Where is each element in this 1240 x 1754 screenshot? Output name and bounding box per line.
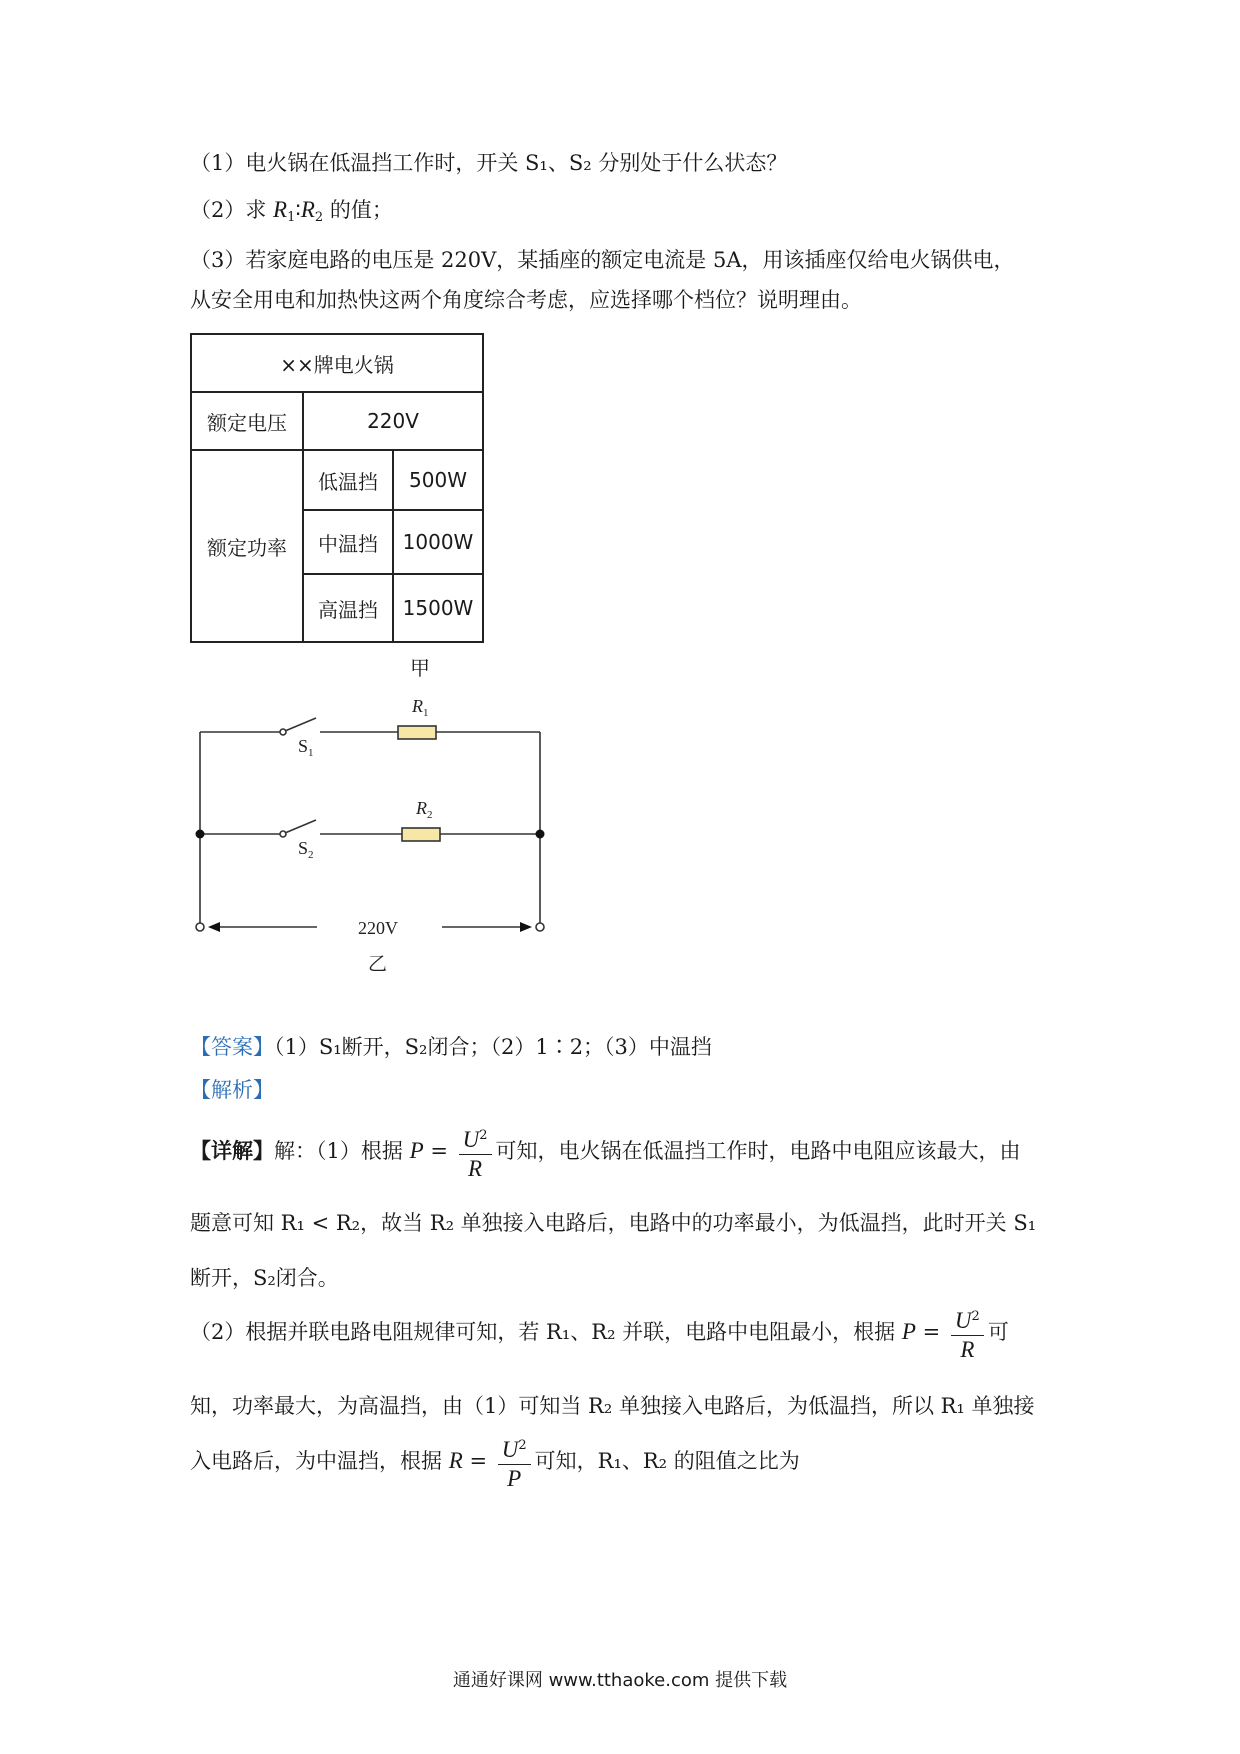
page-footer: 通通好课网 www.tthaoke.com 提供下载 xyxy=(452,1670,788,1691)
switch-s1-blade xyxy=(285,718,316,731)
question-3-line-2: 从安全用电和加热快这两个角度综合考虑，应选择哪个档位？说明理由。 xyxy=(190,288,862,312)
detail-text-4b: 可 xyxy=(987,1320,1009,1344)
resistor-r2 xyxy=(402,828,440,841)
arrow-left-head xyxy=(208,922,220,932)
label-r1: $R_1$ xyxy=(412,696,429,719)
question-2-ratio: ∶ xyxy=(295,198,301,222)
detail-text-4a: （2）根据并联电路电阻规律可知，若 R₁、R₂ 并联，电路中电阻最小，根据 xyxy=(190,1320,896,1344)
mode-mid: 中温挡 xyxy=(303,510,393,574)
answer-tag: 【答案】 xyxy=(190,1035,274,1059)
answer-line xyxy=(190,1032,712,1062)
junction-left xyxy=(196,830,205,839)
arrow-right-head xyxy=(520,922,532,932)
formula-p-2: P xyxy=(901,1319,916,1344)
resistor-r1 xyxy=(398,726,436,739)
switch-s2-blade xyxy=(285,820,316,833)
power-low: 500W xyxy=(393,450,483,510)
formula-eq-3: = xyxy=(469,1449,488,1473)
circuit-caption: 乙 xyxy=(368,953,388,975)
question-1: （1）电火锅在低温挡工作时，开关 S₁、S₂ 分别处于什么状态？ xyxy=(190,151,788,175)
formula-fraction-3: $\frac{U^2}{P}$ xyxy=(498,1432,531,1493)
detail-line-3: 断开，S₂闭合。 xyxy=(190,1266,339,1290)
terminal-left xyxy=(196,923,204,931)
detail-line-5: 知，功率最大，为高温挡，由（1）可知当 R₂ 单独接入电路后，为低温挡，所以 R₁ 单独接 xyxy=(190,1394,1035,1418)
mode-high: 高温挡 xyxy=(303,574,393,642)
spec-table xyxy=(190,333,484,643)
detail-text-6a: 入电路后，为中温挡，根据 xyxy=(190,1449,442,1473)
mode-low: 低温挡 xyxy=(303,450,393,510)
question-3-line-1: （3）若家庭电路的电压是 220V，某插座的额定电流是 5A，用该插座仅给电火锅供电， xyxy=(190,248,1015,272)
analysis-tag: 【解析】 xyxy=(190,1078,274,1102)
rated-voltage-value: 220V xyxy=(303,392,483,450)
label-r2: $R_2$ xyxy=(416,798,433,821)
label-s1: $S_1$ xyxy=(298,736,314,759)
detail-text-6b: 可知，R₁、R₂ 的阻值之比为 xyxy=(534,1449,800,1473)
formula-fraction: $\frac{U^2}{R}$ xyxy=(459,1122,492,1183)
answer-text: （1）S₁断开，S₂闭合；（2）1∶2；（3）中温挡 xyxy=(274,1035,712,1059)
rated-voltage-label: 额定电压 xyxy=(191,392,303,450)
terminal-right xyxy=(536,923,544,931)
formula-r: R xyxy=(448,1448,463,1473)
label-voltage: 220V xyxy=(358,918,398,938)
spec-table-title: ××牌电火锅 xyxy=(191,334,483,392)
detail-line-4 xyxy=(190,1303,1060,1364)
label-s2: $S_2$ xyxy=(298,838,314,861)
question-2-prefix: （2）求 xyxy=(190,198,274,222)
detail-text-1b: 可知，电火锅在低温挡工作时，电路中电阻应该最大，由 xyxy=(495,1139,1021,1163)
detail-tag: 【详解】 xyxy=(190,1138,274,1163)
power-high: 1500W xyxy=(393,574,483,642)
formula-eq-2: = xyxy=(922,1320,941,1344)
switch-s2-pivot xyxy=(280,831,286,837)
circuit-diagram xyxy=(180,690,560,980)
rated-power-label: 额定功率 xyxy=(191,450,303,642)
question-2-r1: R xyxy=(273,197,288,222)
question-2: （2）求 $R_1∶R_2$ 的值； xyxy=(190,197,393,225)
detail-line-2: 题意可知 R₁ < R₂，故当 R₂ 单独接入电路后，电路中的功率最小，为低温挡，此时开关 S₁ xyxy=(190,1211,1037,1235)
junction-right xyxy=(536,830,545,839)
power-mid: 1000W xyxy=(393,510,483,574)
analysis-line xyxy=(190,1075,274,1105)
switch-s1-pivot xyxy=(280,729,286,735)
detail-line-6 xyxy=(190,1432,1060,1493)
formula-fraction-2: $\frac{U^2}{R}$ xyxy=(951,1303,984,1364)
question-2-r2: R xyxy=(300,197,315,222)
detail-text-1a: 解：（1）根据 xyxy=(274,1139,403,1163)
formula-eq: = xyxy=(430,1139,448,1163)
question-2-suffix: 的值； xyxy=(323,198,393,222)
detail-line-1 xyxy=(190,1122,1060,1183)
table-caption: 甲 xyxy=(410,656,430,680)
formula-p: P xyxy=(409,1138,424,1163)
